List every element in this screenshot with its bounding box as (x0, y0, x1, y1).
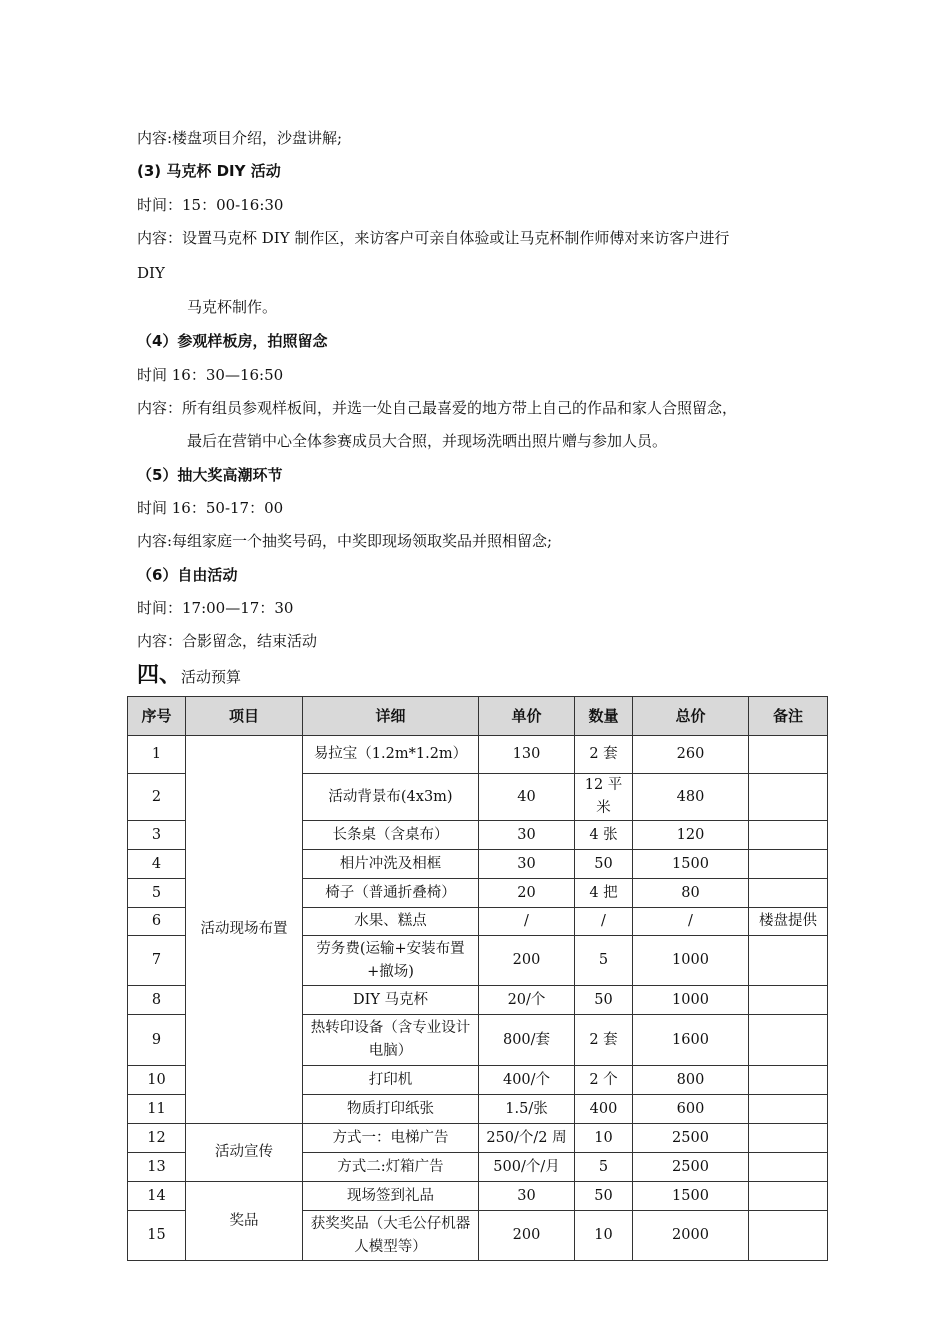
cell-price: 30 (479, 1182, 575, 1211)
cell-total: 1600 (633, 1015, 749, 1066)
cell-price: 400/个 (479, 1066, 575, 1095)
cell-total: 480 (633, 774, 749, 821)
cell-detail: 物质打印纸张 (303, 1095, 479, 1124)
cell-note (749, 774, 828, 821)
cell-qty: 10 (575, 1211, 633, 1261)
cell-note (749, 1211, 828, 1261)
table-row (128, 736, 828, 774)
cell-total: 120 (633, 821, 749, 850)
col-header-price: 单价 (479, 697, 575, 736)
cell-total: 2000 (633, 1211, 749, 1261)
cell-qty: 10 (575, 1124, 633, 1153)
cell-qty: 2 套 (575, 736, 633, 774)
cell-detail: DIY 马克杯 (303, 986, 479, 1015)
text-line: 时间 16：50-17：00 (137, 499, 284, 517)
cell-no: 11 (128, 1095, 186, 1124)
cell-total: 80 (633, 879, 749, 908)
cell-price: 40 (479, 774, 575, 821)
cell-price: 500/个/月 (479, 1153, 575, 1182)
section-heading (137, 658, 241, 689)
cell-qty: 2 个 (575, 1066, 633, 1095)
cell-note (749, 1153, 828, 1182)
cell-no: 12 (128, 1124, 186, 1153)
cell-note: 楼盘提供 (749, 908, 828, 936)
cell-note (749, 879, 828, 908)
cell-price: 1.5/张 (479, 1095, 575, 1124)
cell-note (749, 850, 828, 879)
cell-qty: 5 (575, 1153, 633, 1182)
cell-no: 10 (128, 1066, 186, 1095)
cell-price: 30 (479, 850, 575, 879)
text-line: 内容：设置马克杯 DIY 制作区，来访客户可亲自体验或让马克杯制作师傅对来访客户进行 (137, 229, 730, 247)
cell-no: 8 (128, 986, 186, 1015)
cell-no: 4 (128, 850, 186, 879)
cell-detail: 获奖奖品（大毛公仔机器人模型等） (303, 1211, 479, 1261)
cell-total: 1000 (633, 936, 749, 986)
cell-note (749, 1182, 828, 1211)
cell-detail: 易拉宝（1.2m*1.2m） (303, 736, 479, 774)
cell-no: 5 (128, 879, 186, 908)
cell-detail: 相片冲洗及相框 (303, 850, 479, 879)
text-line: 内容：合影留念，结束活动 (137, 632, 318, 650)
cell-no: 15 (128, 1211, 186, 1261)
cell-detail: 热转印设备（含专业设计电脑） (303, 1015, 479, 1066)
text-line: 马克杯制作。 (187, 298, 278, 316)
table-row (128, 1182, 828, 1211)
cell-no: 7 (128, 936, 186, 986)
text-line: 内容：所有组员参观样板间，并选一处自己最喜爱的地方带上自己的作品和家人合照留念， (137, 399, 738, 417)
text-line: 时间 16：30—16:50 (137, 366, 284, 384)
text-line: 内容:楼盘项目介绍，沙盘讲解; (137, 129, 343, 147)
cell-no: 13 (128, 1153, 186, 1182)
text-line: 最后在营销中心全体参赛成员大合照，并现场洗晒出照片赠与参加人员。 (187, 432, 668, 450)
cell-price: 200 (479, 1211, 575, 1261)
cell-qty: 2 套 (575, 1015, 633, 1066)
cell-total: 2500 (633, 1153, 749, 1182)
cell-qty: 12 平米 (575, 774, 633, 821)
cell-no: 14 (128, 1182, 186, 1211)
cell-total: 1500 (633, 1182, 749, 1211)
cell-note (749, 936, 828, 986)
cell-total: 600 (633, 1095, 749, 1124)
subheading: （4）参观样板房，拍照留念 (137, 332, 328, 350)
cell-detail: 劳务费(运输+安装布置+撤场) (303, 936, 479, 986)
col-header-item: 项目 (186, 697, 303, 736)
cell-total: 2500 (633, 1124, 749, 1153)
cell-price: 130 (479, 736, 575, 774)
cell-detail: 长条桌（含桌布） (303, 821, 479, 850)
cell-total: / (633, 908, 749, 936)
section-number: 四、 (137, 663, 182, 688)
cell-no: 1 (128, 736, 186, 774)
cell-total: 800 (633, 1066, 749, 1095)
cell-qty: 4 张 (575, 821, 633, 850)
cell-price: 250/个/2 周 (479, 1124, 575, 1153)
text-line: 内容:每组家庭一个抽奖号码，中奖即现场领取奖品并照相留念; (137, 532, 553, 550)
group-cell: 奖品 (186, 1182, 303, 1261)
text-line: 时间：17:00—17：30 (137, 599, 294, 617)
col-header-total: 总价 (633, 697, 749, 736)
cell-note (749, 736, 828, 774)
cell-qty: 50 (575, 986, 633, 1015)
cell-total: 1000 (633, 986, 749, 1015)
section-title: 活动预算 (181, 668, 242, 686)
cell-note (749, 1015, 828, 1066)
cell-detail: 活动背景布(4x3m) (303, 774, 479, 821)
cell-price: 30 (479, 821, 575, 850)
cell-detail: 现场签到礼品 (303, 1182, 479, 1211)
table-header-row (128, 697, 828, 736)
cell-price: 20 (479, 879, 575, 908)
cell-no: 2 (128, 774, 186, 821)
col-header-no: 序号 (128, 697, 186, 736)
subheading: (3) 马克杯 DIY 活动 (137, 162, 281, 180)
cell-detail: 椅子（普通折叠椅） (303, 879, 479, 908)
cell-qty: 50 (575, 850, 633, 879)
col-header-qty: 数量 (575, 697, 633, 736)
cell-price: 800/套 (479, 1015, 575, 1066)
cell-note (749, 821, 828, 850)
col-header-detail: 详细 (303, 697, 479, 736)
cell-qty: 50 (575, 1182, 633, 1211)
cell-qty: 5 (575, 936, 633, 986)
cell-detail: 水果、糕点 (303, 908, 479, 936)
text-line: 时间：15：00-16:30 (137, 196, 284, 214)
cell-note (749, 1066, 828, 1095)
subheading: （6）自由活动 (137, 566, 238, 584)
cell-note (749, 1124, 828, 1153)
cell-note (749, 986, 828, 1015)
cell-price: / (479, 908, 575, 936)
budget-table (127, 696, 828, 1261)
group-cell: 活动现场布置 (186, 736, 303, 1124)
cell-qty: 4 把 (575, 879, 633, 908)
cell-detail: 方式一：电梯广告 (303, 1124, 479, 1153)
table-row (128, 1124, 828, 1153)
text-line: DIY (137, 264, 165, 282)
cell-price: 200 (479, 936, 575, 986)
cell-no: 9 (128, 1015, 186, 1066)
cell-total: 1500 (633, 850, 749, 879)
cell-note (749, 1095, 828, 1124)
cell-qty: 400 (575, 1095, 633, 1124)
cell-qty: / (575, 908, 633, 936)
cell-price: 20/个 (479, 986, 575, 1015)
subheading: （5）抽大奖高潮环节 (137, 466, 283, 484)
cell-no: 6 (128, 908, 186, 936)
cell-detail: 打印机 (303, 1066, 479, 1095)
cell-total: 260 (633, 736, 749, 774)
cell-detail: 方式二:灯箱广告 (303, 1153, 479, 1182)
col-header-note: 备注 (749, 697, 828, 736)
group-cell: 活动宣传 (186, 1124, 303, 1182)
cell-no: 3 (128, 821, 186, 850)
